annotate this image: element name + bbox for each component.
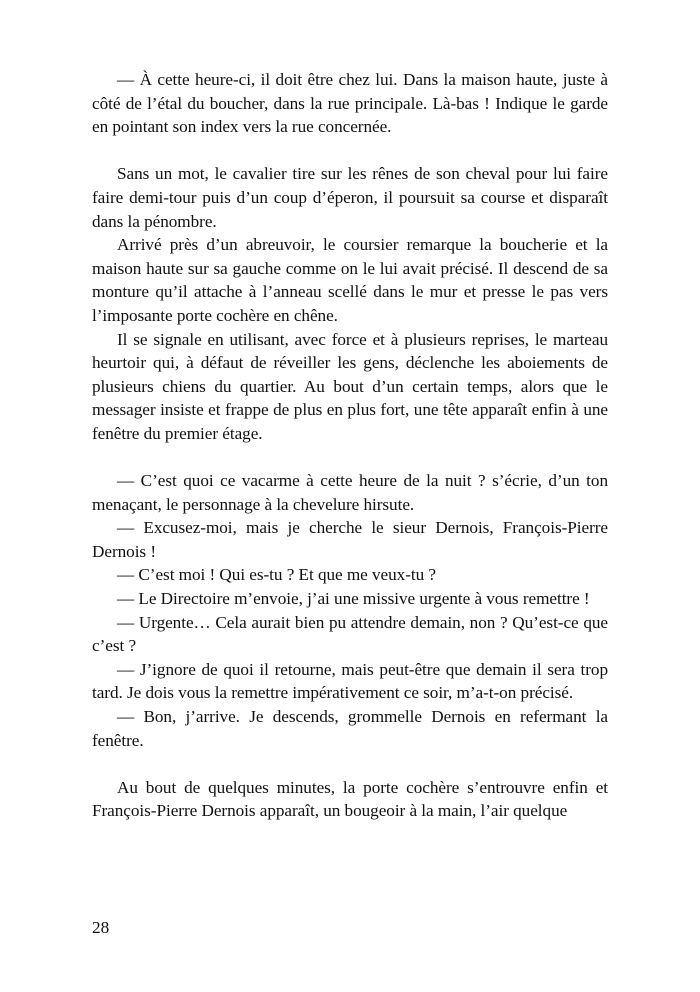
page-number: 28 bbox=[92, 918, 110, 937]
dialogue-line: — Bon, j’arrive. Je descends, grommelle Dernois en refermant la fenêtre. bbox=[92, 707, 608, 750]
dialogue-line: — J’ignore de quoi il retourne, mais peut-être que demain il sera trop tard. Je dois vous la remettre impérativement ce soir, m’a-t-on précisé. bbox=[92, 659, 608, 703]
dialogue-line: — Urgente… Cela aurait bien pu attendre demain, non ? Qu’est-ce que c’est ? bbox=[92, 612, 608, 656]
paragraph: Il se signale en utilisant, avec force et à plusieurs reprises, le marteau heurtoir qui, à défaut de réveiller les gens, déclenche les aboiements de plusieurs chiens du quartier. Au bout d’un certain temps, alors que le messager insiste et frappe de plus en plus fort, une tête apparaît enfin à une fenêtre du premier étage. bbox=[92, 329, 608, 443]
paragraph: Sans un mot, le cavalier tire sur les rênes de son cheval pour lui faire faire demi-tour puis d’un coup d’éperon, il poursuit sa course et disparaît dans la pénombre. bbox=[92, 164, 608, 231]
dialogue-line: — C’est quoi ce vacarme à cette heure de la nuit ? s’écrie, d’un ton menaçant, le personnage à la chevelure hirsute. bbox=[92, 471, 608, 514]
page-body bbox=[92, 68, 608, 823]
dialogue-line: — C’est moi ! Qui es-tu ? Et que me veux-tu ? bbox=[117, 565, 436, 585]
paragraph: Au bout de quelques minutes, la porte cochère s’entrouvre enfin et François-Pierre Dernois apparaît, un bougeoir à la main, l’air quelque bbox=[92, 777, 608, 821]
dialogue-line: — Excusez-moi, mais je cherche le sieur Dernois, François-Pierre Dernois ! bbox=[92, 518, 608, 561]
paragraph: Arrivé près d’un abreuvoir, le coursier remarque la boucherie et la maison haute sur sa gauche comme on le lui avait précisé. Il descend de sa monture qu’il attache à l’anneau scellé dans le mur et presse le pas vers l’imposante porte cochère en chêne. bbox=[92, 235, 608, 325]
dialogue-line: — Le Directoire m’envoie, j’ai une missive urgente à vous remettre ! bbox=[117, 589, 590, 609]
paragraph: — À cette heure-ci, il doit être chez lui. Dans la maison haute, juste à côté de l’étal du boucher, dans la rue principale. Là-bas ! Indique le garde en pointant son index vers la rue concernée. bbox=[92, 70, 608, 137]
